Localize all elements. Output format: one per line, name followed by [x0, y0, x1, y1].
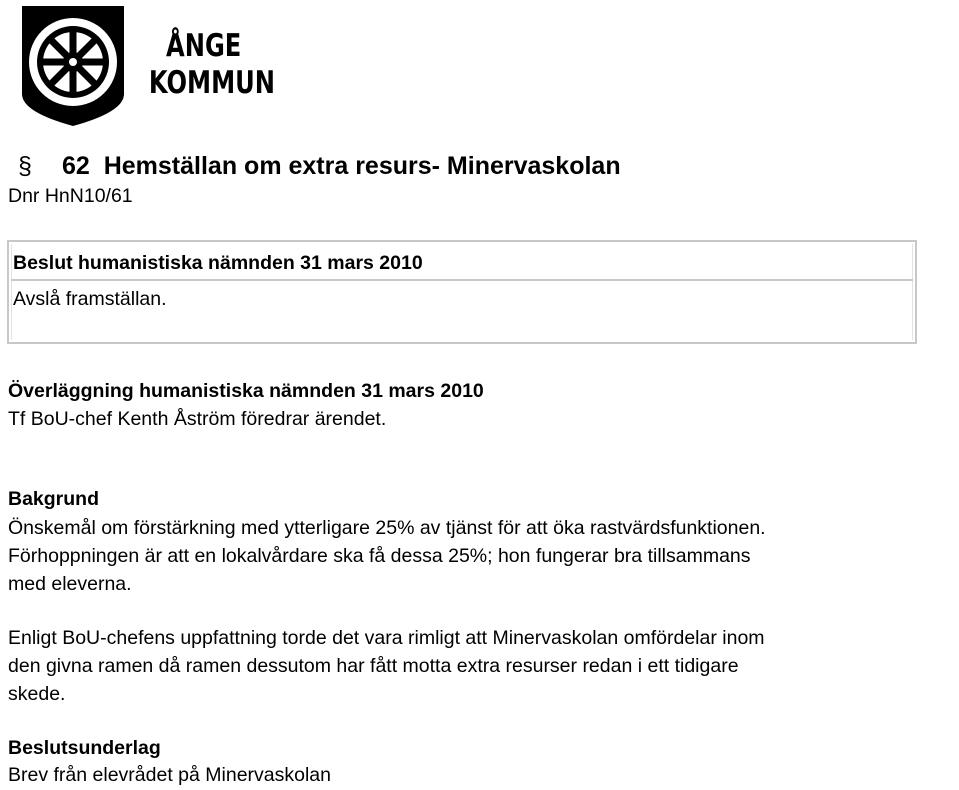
- logo-line-2: KOMMUN: [148, 65, 276, 101]
- deliberation-text: Tf BoU-chef Kenth Åström föredrar ärendet.: [8, 408, 387, 430]
- documents-title: Beslutsunderlag: [8, 737, 161, 759]
- assessment-line: den givna ramen då ramen dessutom har fått motta extra resurser redan i ett tidigare: [8, 655, 739, 677]
- background-line: Förhoppningen är att en lokalvårdare ska få dessa 25%; hon fungerar bra tillsammans: [8, 545, 751, 567]
- section-title: Hemställan om extra resurs- Minervaskolan: [103, 152, 621, 180]
- logo-wordmark: [148, 28, 276, 102]
- paragraph-sign: §: [18, 152, 32, 180]
- section-number: 62: [62, 152, 90, 180]
- wheel-emblem-icon: [18, 2, 128, 128]
- deliberation-title: Överläggning humanistiska nämnden 31 mars 2010: [8, 380, 484, 402]
- decision-text: Avslå framställan.: [13, 288, 167, 310]
- logo-line-1: ÅNGE: [166, 28, 242, 64]
- municipality-logo: [18, 2, 276, 128]
- background-line: Önskemål om förstärkning med ytterligare 25% av tjänst för att öka rastvärdsfunktionen.: [8, 517, 766, 539]
- section-heading: [18, 150, 621, 182]
- assessment-line: Enligt BoU-chefens uppfattning torde det vara rimligt att Minervaskolan omfördelar inom: [8, 627, 765, 649]
- assessment-line: skede.: [8, 683, 66, 705]
- case-number: Dnr HnN10/61: [8, 185, 133, 207]
- background-title: Bakgrund: [8, 488, 100, 510]
- background-line: med eleverna.: [8, 573, 132, 595]
- decision-title: Beslut humanistiska nämnden 31 mars 2010: [13, 252, 423, 274]
- documents-text: Brev från elevrådet på Minervaskolan: [8, 764, 331, 786]
